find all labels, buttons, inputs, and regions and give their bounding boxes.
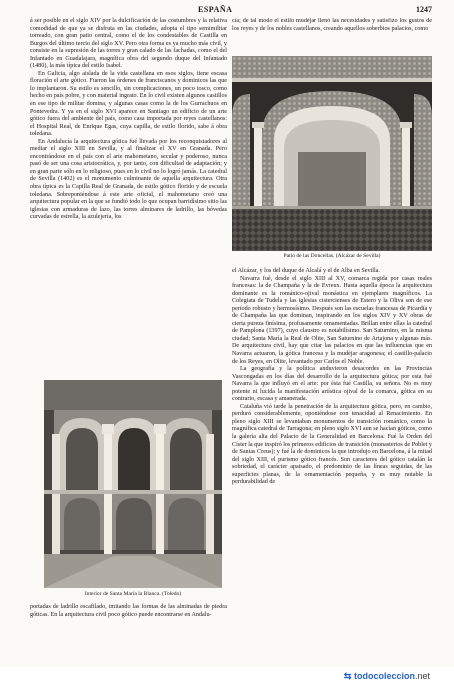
right-column-top [232, 18, 432, 54]
photo-santa-maria-blanca [44, 380, 222, 588]
photo-caption: Interior de Santa María la Blanca. (Toledo) [84, 591, 182, 597]
watermark-brand: todocoleccion [353, 671, 415, 681]
left-column-top [30, 18, 227, 222]
paragraph: La geografía y la política anduvieron desacordes en las Provincias Vascongadas en los días del desarrollo de la arquitectura gótica; por esta fué Navarra la que influyó en el arte: por ésta fué Castilla, su señora. No es muy potente ni lucida la manifestación artística ojival de la comarca, gótica en su contrario, escasa y amanerada. [232, 366, 432, 403]
right-column-bottom [232, 268, 432, 487]
photo-caption: Patio de las Doncellas. (Alcázar de Sevilla) [283, 253, 381, 259]
paragraph: Cataluña vió tarde la penetración de la arquitectura gótica, pero, en cambio, perduró considerablemente, oponiéndose con tenacidad al Renacimiento. En pleno siglo XIII se levantaban monumentos de transición románico, como la magnífica catedral de Tarragona; en pleno siglo XVI aun se hacían góticos, como la galería alta del Palacio de la Generalidad en Barcelona. Fué la Orden del Císter la que inspiró los primeros edificios de transición (monasterios de Poblet y de Santas Creus); y fué la de dominicos la que introdujo en Barcelona, á la mitad del siglo XIII, el purismo gótico francés. Son caracteres del gótico catalán la sobriedad, el carácter apaisado, el predominio de las líneas seguidas, de las superficies planas, de la ornamentación pequeña, y es muy notable la perdurabilidad de [232, 403, 432, 486]
paragraph: á ser posible en el siglo XIV por la dulcificación de las costumbres y la relativa comodidad de que ya se disfruta en las ciudades, adopta el tipo semimilitar torreado, con gran patio central, como el de los condestables de Castilla en Burgos del último tercio del siglo XV. Pero otra forma es ya mucho más civil, y consiste en la supresión de las torres y gran calado de las fachadas, como el del Infantado en Guadalajara, magnífica obra del segundo duque del Infantado (1480), la más típica del estilo Isabel. [30, 18, 227, 70]
watermark-host: .net [414, 671, 430, 681]
page-number: 1247 [416, 5, 432, 14]
running-title: ESPAÑA [198, 5, 233, 14]
paragraph: portadas de ladrillo escafilado, imitando las formas de las alminadas de piedra góticas. En la arquitectura civil poco gótico puede encontrarse en Andalu- [30, 604, 227, 618]
page-header [30, 5, 432, 17]
paragraph: En Andalucía la arquitectura gótica fué llevada por los reconquistadores al mediar el siglo XIII en Sevilla, y al finalizar el XV en Granada. Pero encontrándose en el país con el arte mahometano, secular y poderoso, nunca pasó de ser una cosa aristocrática, y, por tanto, con dificultad de adaptación; y en gran parte sólo en lo religioso, pues en lo civil no lo logró jamás. La catedral de Sevilla (1402) es el monumento culminante de aquella arquitectura. Otra obra típica es la Capilla Real de Granada, de estilo gótico florido y de escuela toledana. Sobreponiéndose á este arte oficial, el mahometano creó una arquitectura popular en la que se fundió todo lo que ocupan barridísimo sitio las iglesias con armaduras de lazo, las torres alminares de ladrillo, las bóvedas curvadas de estrella, la azulejería, los [30, 138, 227, 221]
watermark-bar [0, 667, 454, 694]
paragraph: el Alcázar, y los del duque de Alcalá y el de Alba en Sevilla. [232, 268, 380, 274]
watermark[interactable] [344, 671, 430, 682]
paragraph: Navarra fué, desde el siglo XIII al XV, comarca regida por casas reales francesas: la de Champaña y la de Evreux. Hasta aquella época la arquitectura dominante es la románico-ojival monástica en ejemplares magníficos. La Colegiata de Tudela y las iglesias cistercienses de Estero y la Oliva son de ese período robusto y hermosísimo. Después son las escuelas francesas de Picardía y de Champaña las que dominan, inspirando en los siglos XIV y XV obras de cierta pureza finísima, profusamente ornamentadas. Brillan entre ellas la catedral de Pamplona (1397), cuyo claustro es notabilísimo. San Saturnino, en la misma ciudad; Santa María la Real de Olite, San Saturnino de Artajona y algunas más. De arquitectura civil, hay que citar las palacios en que las influencias que en Navarra actuaron, la gótica francesa y la mudéjar aragonesa; el castillo-palacio de los Reyes, en Olite, levantado por Carlos el Noble. [232, 275, 432, 365]
left-column-bottom [30, 604, 227, 619]
photo-patio-doncellas [232, 56, 432, 251]
paragraph: En Galicia, algo aislada de la vida castellana en esos siglos, tiene escasa floración el arte gótico. Fueron las órdenes de franciscanos y dominicos las que lo implantaron. Su estilo es sencillo, sin complicaciones, un poco tosco, como hecho en país pobre, y con material ingrato. En lo civil existen algunos castillos en ese tipo de militar domina, y algunas casas como la de los Gurrachuos en Pontevedra. Y ya en el siglo XVI aparece en Santiago un edificio de un arte gótico fuera del ambiente del país, como casa importada por reyes castellanos: el Hospital Real, de Enrique Egas, cuya capilla, de estilo florido, sabe á obra toledana. [30, 70, 227, 138]
paragraph: cía; de tal modo el estilo mudéjar llenó las necesidades y satisfizo los gustos de los reyes y de los nobles castellanos, creando aquellos soberbios palacios, como [232, 18, 432, 32]
swap-arrows-icon: ⇆ [343, 671, 352, 681]
